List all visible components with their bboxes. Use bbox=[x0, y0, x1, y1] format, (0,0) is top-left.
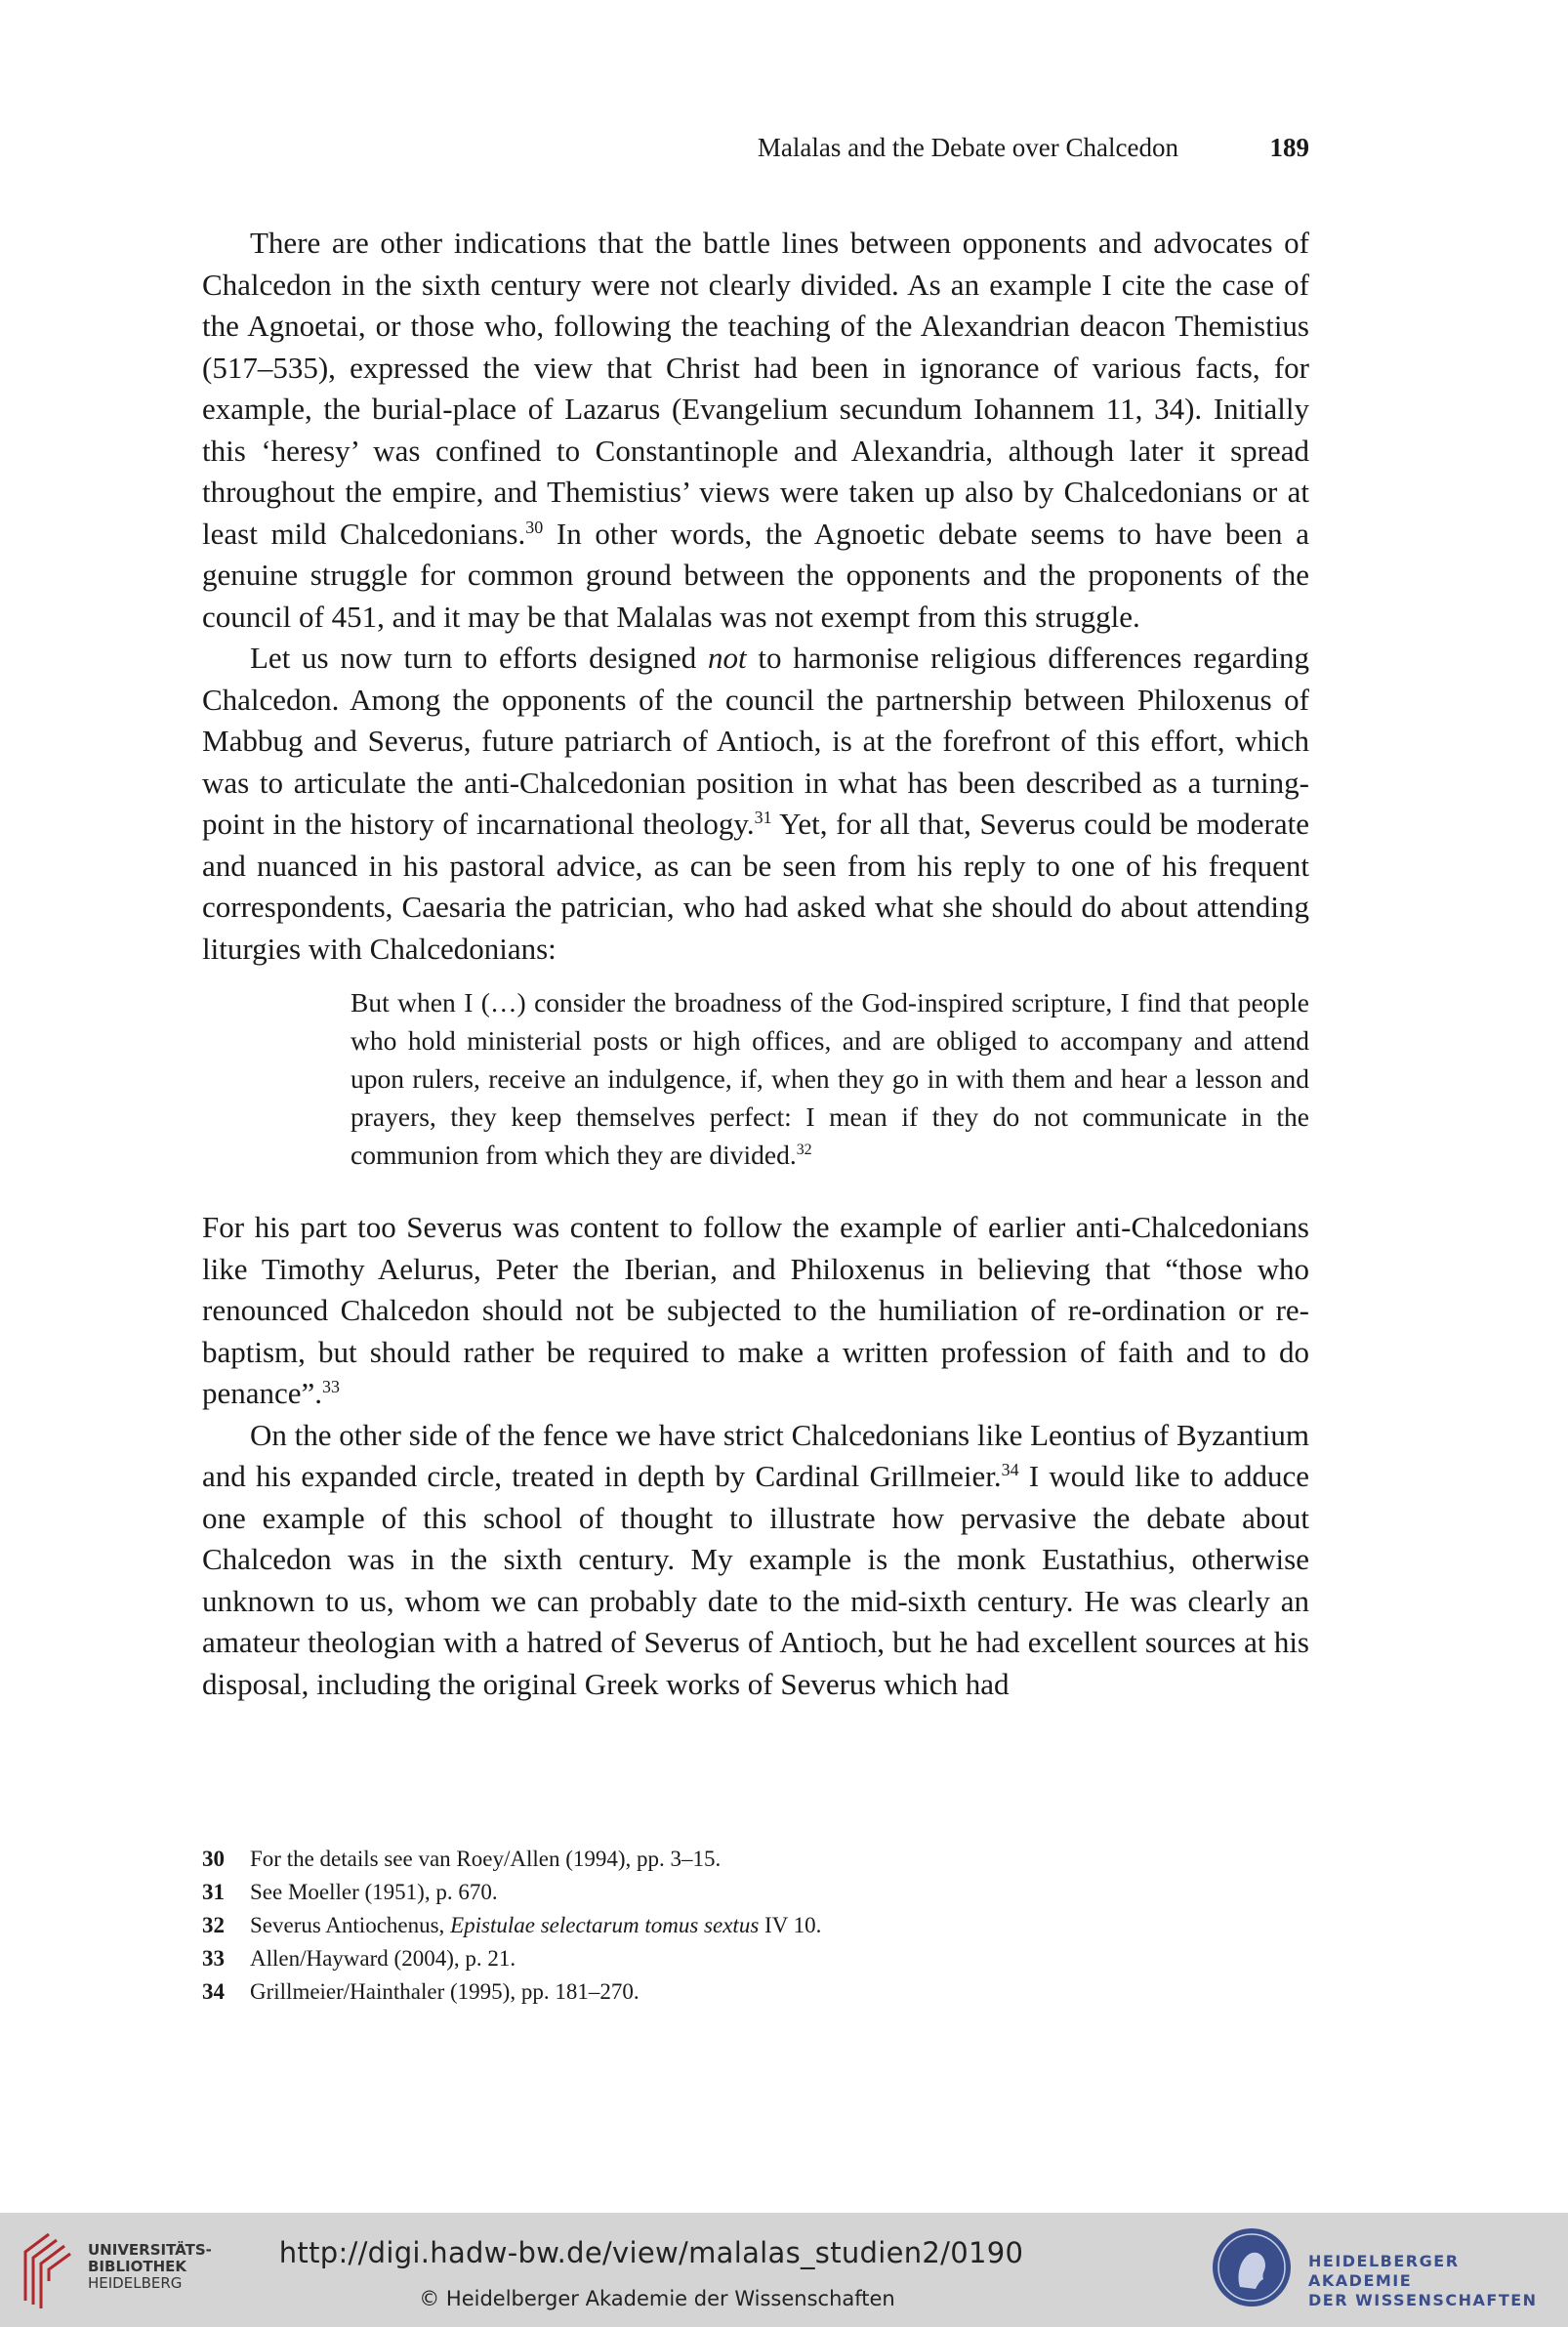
footnote: 30 For the details see van Roey/Allen (1994), pp. 3–15. bbox=[202, 1847, 722, 1871]
footer-bar bbox=[0, 2213, 1568, 2327]
footnote-ref-31: 31 bbox=[754, 807, 772, 827]
footnote-ref-32: 32 bbox=[796, 1142, 812, 1159]
footnote-ref-34: 34 bbox=[1001, 1459, 1019, 1479]
academy-name: HEIDELBERGER AKADEMIE DER WISSENSCHAFTEN bbox=[1308, 2252, 1538, 2309]
academy-seal-icon bbox=[1211, 2226, 1293, 2308]
paragraph-1: There are other indications that the battle lines between opponents and advocates of Chalcedon in the sixth century were not clearly divided. As an example I cite the case of the Agnoetai, or those who, following the teaching of the Alexandrian deacon Themistius (517–535), expressed the view that Christ had been in ignorance of various facts, for example, the burial-place of Lazarus (Evangelium secundum Iohannem 11, 34). Initially this ‘heresy’ was confined to Constantinople and Alexandria, although later it spread throughout the empire, and Themistius’ views were taken up also by Chalcedonians or at least mild Chalcedonians.$^{30}$ In other words, the Agnoetic debate seems to have been a genuine struggle for common ground between the opponents and the proponents of the council of 451, and it may be that Malalas was not exempt from this struggle. bbox=[202, 226, 1309, 634]
paragraph-2: Let us now turn to efforts designed not to harmonise religious differences regarding Chalcedon. Among the opponents of the council the partnership between Philoxenus of Mabbug and Severus, future patriarch of Antioch, is at the forefront of this effort, which was to articulate the anti-Chalcedonian position in what has been described as a turning-point in the history of incarnational theology.$^{31}$ Yet, for all that, Severus could be moderate and nuanced in his pastoral advice, as can be seen from his reply to one of his frequent correspondents, Caesaria the patrician, who had asked what she should do about attending liturgies with Chalcedonians: bbox=[202, 641, 1309, 966]
footnote-ref-33: 33 bbox=[322, 1376, 341, 1396]
page-number: 189 bbox=[1269, 133, 1309, 162]
body-text bbox=[202, 223, 1309, 1705]
running-head bbox=[202, 133, 1309, 172]
paragraph-4: On the other side of the fence we have strict Chalcedonians like Leontius of Byzantium and his expanded circle, treated in depth by Cardinal Grillmeier.$^{34}$ I would like to adduce one example of this school of thought to illustrate how pervasive the debate about Chalcedon was in the sixth century. My example is the monk Eustathius, otherwise unknown to us, whom we can probably date to the mid-sixth century. He was clearly an amateur theologian with a hatred of Severus of Antioch, but he had excellent sources at his disposal, including the original Greek works of Severus which had bbox=[202, 1417, 1309, 1701]
footnotes bbox=[202, 1843, 1309, 2009]
emphasis-not: not bbox=[708, 641, 747, 675]
footnote: 31 See Moeller (1951), p. 670. bbox=[202, 1880, 498, 1904]
footnote: 32 Severus Antiochenus, Epistulae selectarum tomus sextus IV 10. bbox=[202, 1913, 822, 1937]
permalink-url[interactable]: http://digi.hadw-bw.de/view/malalas_studien2/0190 bbox=[278, 2236, 1024, 2269]
paragraph-3: For his part too Severus was content to follow the example of earlier anti-Chalcedonians like Timothy Aelurus, Peter the Iberian, and Philoxenus in believing that “those who renounced Chalcedon should not be subjected to the humiliation of re-ordination or re-baptism, but should rather be required to make a written profession of faith and to do penance”.$^{33}$ bbox=[202, 1210, 1309, 1410]
running-head-title: Malalas and the Debate over Chalcedon bbox=[757, 133, 1178, 162]
block-quote: But when I (…) consider the broadness of the God-inspired scripture, I find that people who hold ministerial posts or high offices, and are obliged to accompany and attend upon rulers, receive an indulgence, if, when they go in with them and hear a lesson and prayers, they keep themselves perfect: I mean if they do not communicate in the communion from which they are divided.$^{32}$ bbox=[351, 987, 1309, 1170]
copyright-notice: © Heidelberger Akademie der Wissenschaften bbox=[419, 2287, 895, 2310]
footnote: 33 Allen/Hayward (2004), p. 21. bbox=[202, 1946, 516, 1971]
footnote-ref-30: 30 bbox=[525, 517, 544, 537]
footnote: 34 Grillmeier/Hainthaler (1995), pp. 181–270. bbox=[202, 1979, 640, 2004]
university-library-name: UNIVERSITÄTS- BIBLIOTHEK HEIDELBERG bbox=[88, 2241, 212, 2292]
